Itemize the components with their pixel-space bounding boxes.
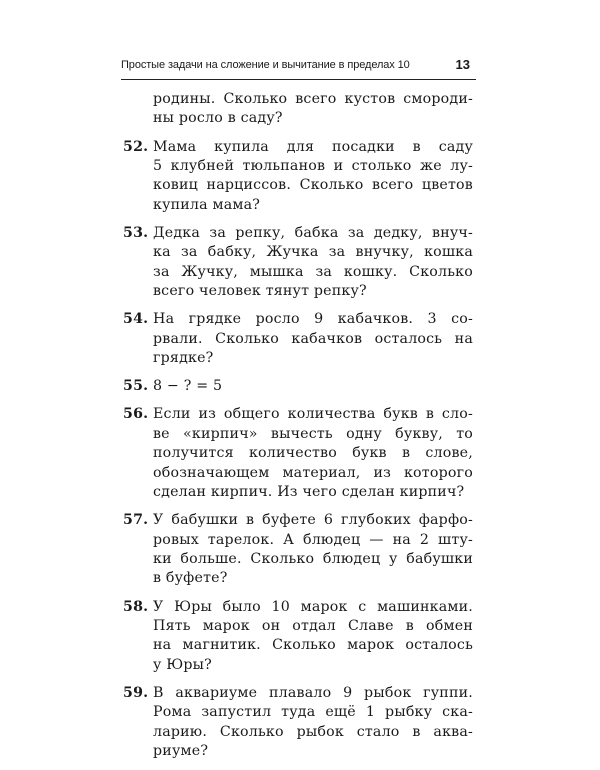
text-line: Рома запустил туда ещё 1 рыбку ска- xyxy=(153,704,473,721)
text-line: ве «кирпич» вычесть одну букву, то xyxy=(153,425,473,442)
text-line: 5 клубней тюльпанов и столько же лу- xyxy=(153,157,473,174)
problem-number: 59. xyxy=(123,684,149,701)
page-number: 13 xyxy=(455,57,470,72)
problem-number: 57. xyxy=(123,512,149,529)
text-line: за Жучку, мышка за кошку. Сколько xyxy=(153,263,473,280)
problem-57 xyxy=(123,511,473,589)
continued-paragraph xyxy=(123,90,473,129)
text-line: Если из общего количества букв в сло- xyxy=(153,406,473,423)
problem-number: 55. xyxy=(123,378,149,395)
text-line: На грядке росло 9 кабачков. 3 со- xyxy=(153,311,473,328)
text-line: у Юры? xyxy=(153,656,212,673)
section-title: Простые задачи на сложение и вычитание в пределах 10 xyxy=(121,59,410,71)
text-line: 8 − ? = 5 xyxy=(153,378,223,395)
problem-number: 58. xyxy=(123,598,149,615)
text-line: сделан кирпич. Из чего сделан кирпич? xyxy=(153,484,465,501)
text-line: ны росло в саду? xyxy=(153,110,283,127)
text-line: получится количество букв в слове, xyxy=(153,445,473,462)
text-line: всего человек тянут репку? xyxy=(153,283,367,300)
problem-53 xyxy=(123,224,473,302)
text-line: Дедка за репку, бабка за дедку, внуч- xyxy=(153,224,473,241)
text-line: Мама купила для посадки в саду xyxy=(153,138,473,155)
problem-number: 53. xyxy=(123,224,149,241)
text-line: ларию. Сколько рыбок стало в аква- xyxy=(153,723,473,740)
problem-52 xyxy=(123,138,473,216)
problem-58 xyxy=(123,598,473,676)
text-line: в буфете? xyxy=(153,570,228,587)
page-body xyxy=(123,90,473,770)
problem-number: 52. xyxy=(123,138,149,155)
problem-56 xyxy=(123,405,473,502)
text-line: У Юры было 10 марок с машинками. xyxy=(153,598,473,615)
running-header xyxy=(121,57,476,80)
text-line: на магнитик. Сколько марок осталось xyxy=(153,637,473,654)
text-line: ки больше. Сколько блюдец у бабушки xyxy=(153,550,473,567)
text-line: У бабушки в буфете 6 глубоких фарфо- xyxy=(153,512,473,529)
text-line: ка за бабку, Жучка за внучку, кошка xyxy=(153,244,473,261)
problem-55 xyxy=(123,377,473,396)
text-line: рвали. Сколько кабачков осталось на xyxy=(153,330,473,347)
text-line: купила мама? xyxy=(153,196,261,213)
problem-number: 56. xyxy=(123,406,149,423)
text-line: риуме? xyxy=(153,743,209,760)
problem-54 xyxy=(123,310,473,368)
text-line: В аквариуме плавало 9 рыбок гуппи. xyxy=(153,684,473,701)
text-line: ровых тарелок. А блюдец — на 2 шту- xyxy=(153,531,473,548)
text-line: грядке? xyxy=(153,350,214,367)
text-line: ковиц нарциссов. Сколько всего цветов xyxy=(153,177,473,194)
text-line: обозначающем материал, из которого xyxy=(153,464,473,481)
text-line: Пять марок он отдал Славе в обмен xyxy=(153,617,473,634)
text-line: родины. Сколько всего кустов смороди- xyxy=(153,91,473,107)
problem-number: 54. xyxy=(123,311,149,328)
